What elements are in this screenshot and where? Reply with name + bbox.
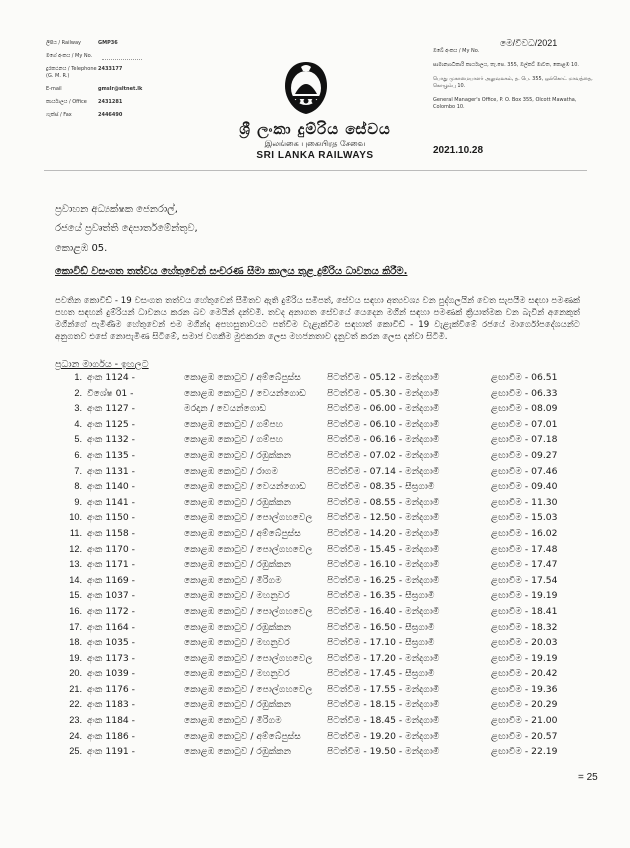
railway-emblem-icon (281, 60, 331, 116)
table-row: 10. අංක 1150 - කොළඹ කොටුව / පොල්ගහවෙල පිටත්වීම - 12.50 - මන්දගාමී ළඟාවීම - 15.03 (69, 512, 558, 524)
address-block: ඔබේ අංකය / My No. (433, 48, 480, 54)
letterhead-address (433, 40, 593, 118)
table-row: 21. අංක 1176 - කොළඹ කොටුව / පොල්ගහවෙල පිටත්වීම - 17.55 - මන්දගාමී ළඟාවීම - 19.36 (69, 683, 558, 695)
table-row: 14. අංක 1169 - කොළඹ කොටුව / මීරිගම පිටත්වීම - 16.25 - මන්දගාමී ළඟාවීම - 17.54 (69, 574, 558, 586)
letter-date: 2021.10.28 (433, 145, 484, 156)
section-title: ප්‍රධාන මාර්ගය - ඉහලට (55, 359, 149, 370)
table-row: 4. අංක 1125 - කොළඹ කොටුව / ගම්පහ පිටත්වීම - 06.10 - මන්දගාමී ළඟාවීම - 07.01 (74, 418, 558, 430)
reference-number: මෙ/වීවධ/2021 (500, 38, 558, 48)
table-row: 23. අංක 1184 - කොළඹ කොටුව / මීරිගම පිටත්වීම - 18.45 - මන්දගාමී ළඟාවීම - 21.00 (69, 715, 558, 727)
table-row: 12. අංක 1170 - කොළඹ කොටුව / පොල්ගහවෙල පිටත්වීම - 15.45 - මන්දගාමී ළඟාවීම - 17.48 (69, 543, 558, 555)
letterhead-contact-row: කාර්යාලය / Office 2431281 (46, 99, 123, 105)
letterhead-contacts (46, 40, 246, 125)
table-row: 20. අංක 1039 - කොළඹ කොටුව / මහනුවර පිටත්වීම - 17.45 - සීඝ්‍රගාමී ළඟාවීම - 20.42 (69, 668, 558, 680)
table-row: 9. අංක 1141 - කොළඹ කොටුව / රඹුක්කන පිටත්වීම - 08.55 - මන්දගාමී ළඟාවීම - 11.30 (74, 496, 558, 508)
addressee-line: කොළඹ 05. (55, 243, 108, 254)
table-row: 24. අංක 1186 - කොළඹ කොටුව / අම්බේපුස්ස පිටත්වීම - 19.20 - මන්දගාමී ළඟාවීම - 20.57 (69, 730, 558, 742)
table-row: 7. අංක 1131 - කොළඹ කොටුව / රාගම පිටත්වීම - 07.14 - මන්දගාමී ළඟාවීම - 07.46 (74, 465, 558, 477)
letter-body-paragraph: පවතින කොවිඩ් - 19 වසංගත තත්වය හේතුවෙන් සීමිතව ඇති දුම්රිය සමිපත්, සේවය සඳහා අත්‍යවශ්‍ය වන පුද්ගලයින් වෙත සැපයීම සඳහා පමණක් පහත සඳහන් දුම්රියන් ධාවනය කරන බව මෙයින් දන්වමි. තවද අනාගත සේවයේ යෙදෙන මගීන් සඳහා පමණක් ක්‍රියාත්මක වන බැවින් අනෙකුත් මගීන්ගේ පැමිණීම හේතුවෙන් එම මගීන්ද අපහසුතාවයට පත්වීම වැළැක්වීම සඳහාත් කොවිඩ් - 19 වැළැක්වීමේ රජයේ මාර්ගෝපදේශයන්ට අනුගතව එසේ නොපැමිණ සිටීමේ, සමාජ වගකීම මුළුකරන ලෙස මහජනතාව දැනුවත් කරන ලෙස දන්වා සිටිමි. (55, 296, 580, 342)
table-row: 15. අංක 1037 - කොළඹ කොටුව / මහනුවර පිටත්වීම - 16.35 - සීඝ්‍රගාමී ළඟාවීම - 19.19 (69, 590, 558, 602)
letter-subject: කොවිඩ් වසංගත තත්වය හේතුවෙන් සංචරණ සීමා කාලය තුළ දුම්රිය ධාවනය කිරීම. (55, 266, 408, 277)
table-row: 6. අංක 1135 - කොළඹ කොටුව / රඹුක්කන පිටත්වීම - 07.02 - මන්දගාමී ළඟාවීම - 09.27 (74, 449, 558, 461)
addressee-line: රජයේ ප්‍රවෘත්ති දෙපාර්තමේන්තුව, (55, 223, 198, 234)
table-row: 25. අංක 1191 - කොළඹ කොටුව / රඹුක්කන පිටත්වීම - 19.50 - මන්දගාමී ළඟාවීම - 22.19 (69, 746, 558, 758)
address-block: பொது முகாமையாளர் அலுவலகம், த. பெ. 355, ஒல்கொட் மாவத்தை, கொழும்பு 10. (433, 76, 593, 89)
letterhead-contact-row: මගේ අංකය / My No. (46, 53, 246, 60)
train-schedule-table (55, 370, 595, 760)
table-row: 18. අංක 1035 - කොළඹ කොටුව / මහනුවර පිටත්වීම - 17.10 - සීඝ්‍රගාමී ළඟාවීම - 20.03 (69, 637, 558, 649)
total-count-note: = 25 (578, 772, 598, 783)
table-row: 5. අංක 1132 - කොළඹ කොටුව / ගම්පහ පිටත්වීම - 06.16 - මන්දගාමී ළඟාවීම - 07.18 (74, 434, 558, 446)
table-row: 19. අංක 1173 - කොළඹ කොටුව / පොල්ගහවෙල පිටත්වීම - 17.20 - මන්දගාමී ළඟාවීම - 19.19 (69, 652, 558, 664)
address-block: සාමාන්‍යාධිකාරි කාර්යාලය, තැ.පෙ. 355, ඔල්කට් මාවත, කොළඹ 10. (433, 62, 579, 68)
table-row: 22. අංක 1183 - කොළඹ කොටුව / රඹුක්කන පිටත්වීම - 18.15 - මන්දගාමී ළඟාවීම - 20.29 (69, 699, 558, 711)
table-row: 8. අංක 1140 - කොළඹ කොටුව / වෙයන්ගොඩ පිටත්වීම - 08.35 - සීඝ්‍රගාමී ළඟාවීම - 09.40 (74, 481, 558, 493)
table-row: 13. අංක 1171 - කොළඹ කොටුව / රඹුක්කන පිටත්වීම - 16.10 - මන්දගාමී ළඟාවීම - 17.47 (69, 559, 558, 571)
addressee-line: ප්‍රවාහන අධ්‍යක්ෂක ජෙනරාල්, (55, 204, 178, 215)
table-row: 11. අංක 1158 - කොළඹ කොටුව / අම්බේපුස්ස පිටත්වීම - 14.20 - මන්දගාමී ළඟාවීම - 16.02 (69, 527, 558, 539)
table-row: 1. අංක 1124 - කොළඹ කොටුව / අම්බේපුස්ස පිටත්වීම - 05.12 - මන්දගාමී ළඟාවීම - 06.51 (74, 372, 558, 383)
org-name-english: SRI LANKA RAILWAYS (256, 150, 374, 161)
letterhead-contact-row: E-mail gmslr@sltnet.lk (46, 86, 143, 92)
table-row: 17. අංක 1164 - කොළඹ කොටුව / රඹුක්කන පිටත්වීම - 16.50 - සීඝ්‍රගාමී ළඟාවීම - 18.32 (69, 621, 558, 633)
org-name-tamil: இலங்கை புகையிரத சேவை (264, 139, 366, 148)
table-row: 16. අංක 1172 - කොළඹ කොටුව / පොල්ගහවෙල පිටත්වීම - 16.40 - මන්දගාමී ළඟාවීම - 18.41 (69, 605, 558, 617)
letterhead-divider (44, 170, 587, 171)
letterhead-contact-row: දුරකථනය / Telephone (G. M. R.) 2433177 (46, 66, 123, 79)
address-block: General Manager's Office, P. O. Box 355, Olcott Mawatha, Colombo 10. (433, 97, 577, 110)
table-row: 2. විශේෂ 01 - කොළඹ කොටුව / වෙයන්ගොඩ පිටත්වීම - 05.30 - මන්දගාමී ළඟාවීම - 06.33 (74, 387, 558, 399)
letterhead-contact-row: ෆැක්ස් / Fax 2446490 (46, 112, 123, 118)
org-name-sinhala: ශ්‍රී ලංකා දුම්රිය සේවය (239, 120, 391, 138)
letterhead-contact-row: ලිපිය / Railway GMP36 (46, 40, 118, 46)
letterhead-title (200, 120, 430, 163)
table-row: 3. අංක 1127 - මරදාන / වෙයන්ගොඩ පිටත්වීම - 06.00 - මන්දගාමී ළඟාවීම - 08.09 (74, 403, 558, 415)
